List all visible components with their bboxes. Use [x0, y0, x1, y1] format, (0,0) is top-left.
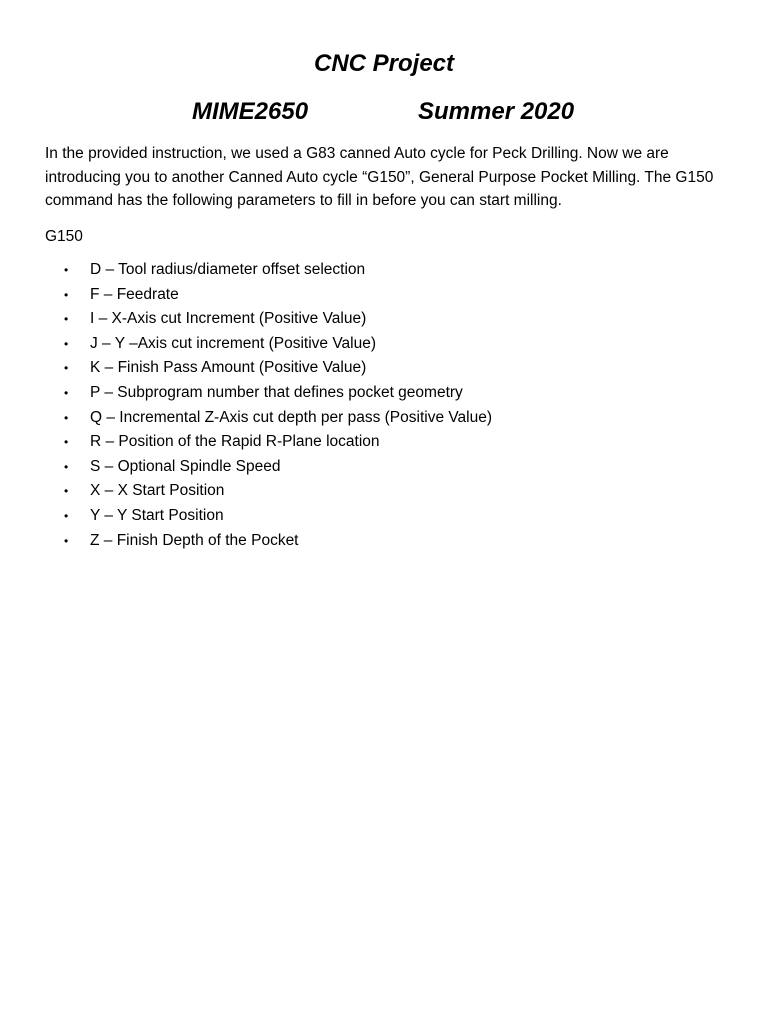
bullet-icon: •	[64, 263, 69, 277]
parameter-text: R – Position of the Rapid R-Plane location	[90, 433, 380, 451]
list-item	[0, 406, 768, 431]
list-item	[0, 529, 768, 554]
intro-paragraph: In the provided instruction, we used a G83 canned Auto cycle for Peck Drilling. Now we are introducing you to another Canned Auto cycle “G150”, General Purpose Pocket Milling. The G150 command has the following parameters to fill in before you can start milling.	[45, 145, 714, 209]
term-label: Summer 2020	[418, 98, 575, 125]
bullet-icon: •	[64, 287, 69, 302]
list-item	[0, 455, 768, 480]
parameter-text: P – Subprogram number that defines pocket geometry	[90, 383, 463, 401]
list-item	[0, 430, 768, 455]
parameter-text: I – X-Axis cut Increment (Positive Value)	[90, 310, 367, 328]
list-item	[0, 307, 768, 332]
bullet-icon: •	[64, 385, 69, 400]
bullet-icon: •	[64, 336, 69, 351]
course-code: MIME2650	[192, 98, 309, 125]
document-subtitle	[0, 96, 768, 128]
bullet-icon: •	[64, 459, 69, 474]
bullet-icon: •	[64, 410, 69, 425]
parameter-text: S – Optional Spindle Speed	[90, 457, 281, 475]
list-item	[0, 332, 768, 357]
document-title: CNC Project	[313, 50, 455, 77]
bullet-icon: •	[64, 361, 69, 376]
parameter-text: D – Tool radius/diameter offset selection	[90, 261, 366, 278]
bullet-icon: •	[64, 435, 69, 450]
code-label: G150	[45, 228, 83, 245]
list-item	[0, 381, 768, 406]
bullet-icon: •	[64, 312, 69, 327]
list-item	[0, 283, 768, 308]
parameter-text: K – Finish Pass Amount (Positive Value)	[90, 359, 367, 377]
parameter-list	[0, 258, 768, 553]
parameter-text: Y – Y Start Position	[90, 506, 224, 524]
bullet-icon: •	[64, 508, 69, 523]
parameter-text: Z – Finish Depth of the Pocket	[90, 531, 299, 549]
list-item	[0, 479, 768, 504]
bullet-icon: •	[64, 484, 69, 499]
parameter-text: X – X Start Position	[90, 482, 225, 500]
list-item	[0, 356, 768, 381]
parameter-text: Q – Incremental Z-Axis cut depth per pass (Positive Value)	[90, 408, 493, 426]
bullet-icon: •	[64, 533, 69, 548]
list-item	[0, 504, 768, 529]
parameter-text: J – Y –Axis cut increment (Positive Value)	[90, 334, 377, 352]
parameter-text: F – Feedrate	[90, 285, 179, 303]
list-item	[0, 258, 768, 283]
